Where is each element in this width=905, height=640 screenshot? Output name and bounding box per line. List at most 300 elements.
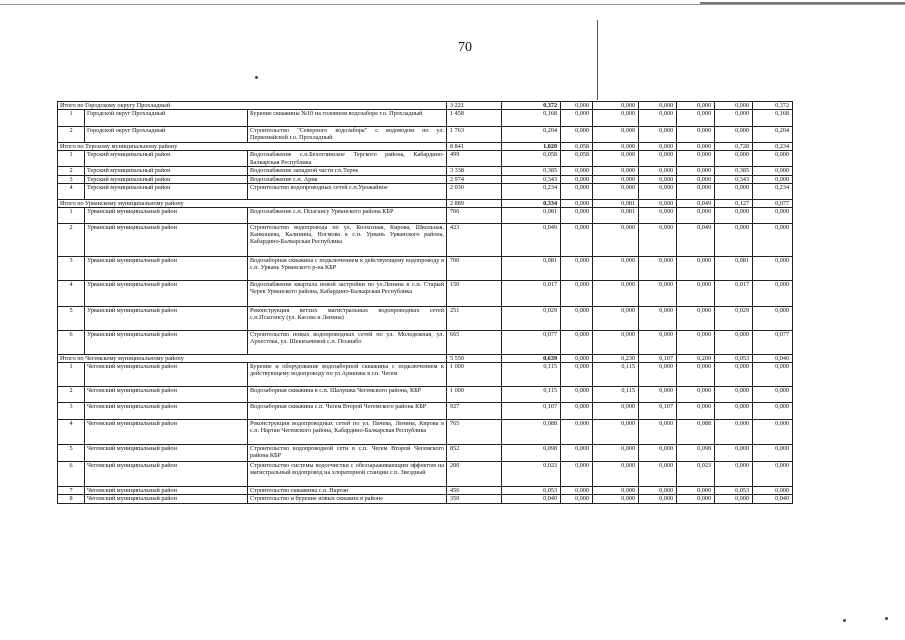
value-cell: 0,000 <box>715 363 753 387</box>
amount-cell: 927 <box>447 403 502 420</box>
total-cell: 0,168 <box>502 110 561 127</box>
description-cell: Водозаборная скважина в с.п. Шалушка Чегемского района, КБР <box>248 387 447 403</box>
row-number: 2 <box>58 127 85 143</box>
value-cell: 0,000 <box>715 331 753 355</box>
table-row <box>58 208 863 224</box>
value-cell: 0,000 <box>639 224 677 257</box>
amount-cell: 1 000 <box>447 387 502 403</box>
spacer-cell <box>793 363 833 387</box>
value-cell: 0,000 <box>677 387 715 403</box>
total-cell: 0,639 <box>502 355 561 363</box>
row-number: 5 <box>58 307 85 331</box>
value-cell: 0,000 <box>593 462 639 487</box>
row-number: 1 <box>58 151 85 167</box>
value-cell: 0,204 <box>753 127 793 143</box>
total-cell: 0,234 <box>502 183 561 199</box>
organization-cell: Терский муниципальный район <box>85 175 248 183</box>
table-row <box>58 495 863 503</box>
value-cell: 0,077 <box>753 199 793 207</box>
spacer-cell <box>793 420 833 445</box>
organization-cell: Урванский муниципальный район <box>85 224 248 257</box>
table-row <box>58 183 863 199</box>
value-cell: 0,385 <box>715 167 753 175</box>
description-cell: Реконструкция водопроводных сетей по ул. Пачева, Ленина, Кирова в с.п. Нартан Чегемского района, Кабардино-Балкарская Республика <box>248 420 447 445</box>
summary-label: Итого по Урванскому муниципальному району <box>58 199 447 207</box>
value-cell: 0,000 <box>561 462 593 487</box>
value-cell: 0,000 <box>639 363 677 387</box>
value-cell: 0,000 <box>561 110 593 127</box>
value-cell: 0,058 <box>561 151 593 167</box>
value-cell: 0,000 <box>715 224 753 257</box>
value-cell: 0,000 <box>753 257 793 281</box>
value-cell: 0,000 <box>593 183 639 199</box>
value-cell: 0,000 <box>593 224 639 257</box>
table-row <box>58 167 863 175</box>
spacer-cell <box>793 167 833 175</box>
total-cell: 0,343 <box>502 175 561 183</box>
value-cell: 0,000 <box>639 307 677 331</box>
amount-cell: 1 763 <box>447 127 502 143</box>
value-cell: 0,000 <box>561 363 593 387</box>
value-cell: 0,000 <box>753 363 793 387</box>
table-summary-row <box>58 199 863 207</box>
description-cell: Строительство системы водоочистки с обеззараживающим эффектом на магистральный водопровод на хлораторной станции с.п. Звездный <box>248 462 447 487</box>
spacer-cell <box>793 224 833 257</box>
table-summary-row <box>58 143 863 151</box>
organization-cell: Терский муниципальный район <box>85 183 248 199</box>
total-cell: 0,115 <box>502 363 561 387</box>
amount-cell: 700 <box>447 257 502 281</box>
value-cell: 0,040 <box>753 495 793 503</box>
value-cell: 0,234 <box>753 183 793 199</box>
value-cell: 0,081 <box>593 208 639 224</box>
value-cell: 0,058 <box>561 143 593 151</box>
value-cell: 0,000 <box>715 462 753 487</box>
value-cell: 0,053 <box>715 355 753 363</box>
organization-cell: Чегемский муниципальный район <box>85 495 248 503</box>
value-cell: 0,000 <box>593 487 639 495</box>
value-cell: 0,000 <box>677 281 715 307</box>
spacer-cell <box>793 387 833 403</box>
value-cell: 0,000 <box>639 445 677 462</box>
row-number: 8 <box>58 495 85 503</box>
value-cell: 0,000 <box>639 487 677 495</box>
value-cell: 0,000 <box>753 445 793 462</box>
value-cell: 0,000 <box>639 331 677 355</box>
spacer-cell <box>793 199 833 207</box>
value-cell: 0,000 <box>677 331 715 355</box>
value-cell: 0,000 <box>593 495 639 503</box>
value-cell: 0,372 <box>753 102 793 110</box>
value-cell: 0,000 <box>639 281 677 307</box>
total-cell: 0,017 <box>502 281 561 307</box>
page-top-border <box>0 4 905 5</box>
value-cell: 0,077 <box>753 331 793 355</box>
row-number: 6 <box>58 331 85 355</box>
description-cell: Бурение и оборудование водозаборной скважины с подключением к действующему водопроводу по ул.Аришева в г.п. Чегем <box>248 363 447 387</box>
spacer-cell <box>793 257 833 281</box>
value-cell: 0,000 <box>639 495 677 503</box>
value-cell: 0,000 <box>753 208 793 224</box>
value-cell: 0,000 <box>715 403 753 420</box>
total-cell: 0,081 <box>502 208 561 224</box>
value-cell: 0,000 <box>561 355 593 363</box>
scan-speck <box>843 619 846 622</box>
value-cell: 0,000 <box>715 127 753 143</box>
budget-table <box>57 101 863 504</box>
amount-cell: 700 <box>447 208 502 224</box>
description-cell: Реконструкция ветхих магистральных водопроводных сетей с.п.Псыгансу (ул. Касова и Ленина) <box>248 307 447 331</box>
value-cell: 0,000 <box>715 387 753 403</box>
row-number: 2 <box>58 224 85 257</box>
value-cell: 0,000 <box>715 102 753 110</box>
organization-cell: Терский муниципальный район <box>85 167 248 175</box>
value-cell: 0,000 <box>677 175 715 183</box>
spacer-cell <box>793 110 833 127</box>
total-cell: 0,115 <box>502 387 561 403</box>
value-cell: 0,000 <box>561 420 593 445</box>
value-cell: 0,000 <box>677 183 715 199</box>
organization-cell: Урванский муниципальный район <box>85 208 248 224</box>
value-cell: 0,000 <box>677 102 715 110</box>
table-row <box>58 281 863 307</box>
value-cell: 0,000 <box>561 183 593 199</box>
amount-cell: 5 550 <box>447 355 502 363</box>
value-cell: 0,000 <box>593 151 639 167</box>
value-cell: 0,000 <box>753 224 793 257</box>
value-cell: 0,049 <box>677 224 715 257</box>
row-number: 3 <box>58 175 85 183</box>
amount-cell: 8 841 <box>447 143 502 151</box>
spacer-cell <box>793 403 833 420</box>
value-cell: 0,000 <box>593 331 639 355</box>
value-cell: 0,053 <box>715 487 753 495</box>
total-cell: 0,334 <box>502 199 561 207</box>
scan-vertical-mark <box>597 20 598 100</box>
value-cell: 0,000 <box>639 387 677 403</box>
description-cell: Строительство скважины с.п. Нартан <box>248 487 447 495</box>
value-cell: 0,234 <box>753 143 793 151</box>
value-cell: 0,000 <box>561 281 593 307</box>
value-cell: 0,000 <box>753 462 793 487</box>
description-cell: Строительство водопровода по ул. Колхозная, Кирова, Школьная, Канкошева, Калинина, Ногмова в с.п. Урвань Урванского района, Кабардино-Балкарская Республика <box>248 224 447 257</box>
amount-cell: 1 458 <box>447 110 502 127</box>
value-cell: 0,127 <box>715 199 753 207</box>
organization-cell: Чегемский муниципальный район <box>85 387 248 403</box>
value-cell: 0,000 <box>639 183 677 199</box>
description-cell: Водозаборная скважина с подключением к действующему водопроводу в с.п. Урвань Урванского р-на КБР <box>248 257 447 281</box>
value-cell: 0,000 <box>593 175 639 183</box>
table-row <box>58 387 863 403</box>
spacer-cell <box>793 183 833 199</box>
total-cell: 0,049 <box>502 224 561 257</box>
amount-cell: 423 <box>447 224 502 257</box>
value-cell: 0,000 <box>561 495 593 503</box>
table-row <box>58 307 863 331</box>
scan-speck <box>255 76 258 79</box>
description-cell: Строительство и бурение новых скважин в районе <box>248 495 447 503</box>
table-summary-row <box>58 355 863 363</box>
value-cell: 0,000 <box>639 167 677 175</box>
spacer-cell <box>793 331 833 355</box>
table-row <box>58 462 863 487</box>
description-cell: Строительство водопроводной сети в с.п. Чегем Второй Чегемского района КБР <box>248 445 447 462</box>
table-row <box>58 224 863 257</box>
value-cell: 0,000 <box>561 387 593 403</box>
value-cell: 0,115 <box>593 363 639 387</box>
description-cell: Водоснабжение с.п.Белоглинское Терского района, Кабардино-Балкарская Республика <box>248 151 447 167</box>
value-cell: 0,343 <box>715 175 753 183</box>
table-summary-row <box>58 102 863 110</box>
value-cell: 0,000 <box>753 487 793 495</box>
value-cell: 0,000 <box>561 224 593 257</box>
value-cell: 0,000 <box>753 387 793 403</box>
amount-cell: 350 <box>447 495 502 503</box>
organization-cell: Урванский муниципальный район <box>85 331 248 355</box>
value-cell: 0,098 <box>677 445 715 462</box>
spacer-cell <box>793 175 833 183</box>
value-cell: 0,000 <box>715 110 753 127</box>
value-cell: 0,000 <box>639 127 677 143</box>
organization-cell: Чегемский муниципальный район <box>85 487 248 495</box>
value-cell: 0,107 <box>639 355 677 363</box>
total-cell: 0,098 <box>502 445 561 462</box>
value-cell: 0,000 <box>677 363 715 387</box>
value-cell: 0,029 <box>715 307 753 331</box>
value-cell: 0,209 <box>677 355 715 363</box>
summary-label: Итого по Чегемскому муниципальному району <box>58 355 447 363</box>
value-cell: 0,000 <box>753 281 793 307</box>
value-cell: 0,000 <box>593 403 639 420</box>
table-row <box>58 420 863 445</box>
total-cell: 0,040 <box>502 495 561 503</box>
description-cell: Водоснабжение с.п. Псыгансу Урванского района КБР <box>248 208 447 224</box>
value-cell: 0,168 <box>753 110 793 127</box>
page-number: 70 <box>458 40 472 55</box>
organization-cell: Чегемский муниципальный район <box>85 462 248 487</box>
value-cell: 0,000 <box>715 420 753 445</box>
row-number: 3 <box>58 403 85 420</box>
value-cell: 0,000 <box>677 167 715 175</box>
organization-cell: Урванский муниципальный район <box>85 307 248 331</box>
amount-cell: 456 <box>447 487 502 495</box>
total-cell: 0,088 <box>502 420 561 445</box>
table-row <box>58 110 863 127</box>
description-cell: Строительство водопроводных сетей с.п.Урожайное <box>248 183 447 199</box>
table-row <box>58 257 863 281</box>
table-row <box>58 487 863 495</box>
value-cell: 0,000 <box>753 403 793 420</box>
value-cell: 0,000 <box>639 175 677 183</box>
total-cell: 0,081 <box>502 257 561 281</box>
amount-cell: 200 <box>447 462 502 487</box>
value-cell: 0,000 <box>639 420 677 445</box>
value-cell: 0,000 <box>561 487 593 495</box>
spacer-cell <box>793 307 833 331</box>
table-row <box>58 331 863 355</box>
value-cell: 0,081 <box>593 199 639 207</box>
value-cell: 0,000 <box>593 143 639 151</box>
summary-label: Итого по Терскому муниципальному району <box>58 143 447 151</box>
value-cell: 0,000 <box>593 167 639 175</box>
value-cell: 0,000 <box>561 331 593 355</box>
value-cell: 0,000 <box>561 445 593 462</box>
description-cell: Бурение скважины №10 на головном водозаборе г.о. Прохладный <box>248 110 447 127</box>
value-cell: 0,000 <box>753 167 793 175</box>
amount-cell: 3 338 <box>447 167 502 175</box>
value-cell: 0,107 <box>639 403 677 420</box>
value-cell: 0,000 <box>753 420 793 445</box>
amount-cell: 665 <box>447 331 502 355</box>
spacer-cell <box>793 151 833 167</box>
amount-cell: 2 030 <box>447 183 502 199</box>
value-cell: 0,000 <box>593 420 639 445</box>
description-cell: Водоснабжение квартала новой застройки по ул.Ленина в с.п. Старый Черек Урванского района, Кабардино-Балкарская Республика <box>248 281 447 307</box>
value-cell: 0,000 <box>677 127 715 143</box>
organization-cell: Чегемский муниципальный район <box>85 445 248 462</box>
total-cell: 0,372 <box>502 102 561 110</box>
value-cell: 0,000 <box>677 495 715 503</box>
value-cell: 0,115 <box>593 387 639 403</box>
value-cell: 0,000 <box>593 257 639 281</box>
value-cell: 0,000 <box>715 445 753 462</box>
table-row <box>58 403 863 420</box>
total-cell: 0,077 <box>502 331 561 355</box>
value-cell: 0,230 <box>593 355 639 363</box>
spacer-cell <box>793 102 833 110</box>
row-number: 4 <box>58 281 85 307</box>
organization-cell: Чегемский муниципальный район <box>85 403 248 420</box>
amount-cell: 852 <box>447 445 502 462</box>
value-cell: 0,728 <box>715 143 753 151</box>
organization-cell: Урванский муниципальный район <box>85 257 248 281</box>
spacer-cell <box>793 495 833 503</box>
value-cell: 0,000 <box>593 110 639 127</box>
value-cell: 0,000 <box>677 151 715 167</box>
value-cell: 0,000 <box>639 208 677 224</box>
amount-cell: 3 221 <box>447 102 502 110</box>
value-cell: 0,000 <box>753 307 793 331</box>
spacer-cell <box>793 445 833 462</box>
total-cell: 0,385 <box>502 167 561 175</box>
spacer-cell <box>793 355 833 363</box>
page-top-border-right <box>700 2 905 4</box>
amount-cell: 251 <box>447 307 502 331</box>
organization-cell: Урванский муниципальный район <box>85 281 248 307</box>
description-cell: Строительство новых водопроводных сетей по ул. Молодежная, ул. Архестова, ул. Шекихачевой с.п. Псынабо <box>248 331 447 355</box>
value-cell: 0,000 <box>677 208 715 224</box>
value-cell: 0,000 <box>753 151 793 167</box>
value-cell: 0,017 <box>715 281 753 307</box>
value-cell: 0,000 <box>561 102 593 110</box>
spacer-cell <box>793 143 833 151</box>
row-number: 2 <box>58 167 85 175</box>
value-cell: 0,000 <box>639 110 677 127</box>
value-cell: 0,000 <box>561 127 593 143</box>
value-cell: 0,000 <box>593 445 639 462</box>
value-cell: 0,000 <box>677 143 715 151</box>
value-cell: 0,000 <box>593 127 639 143</box>
amount-cell: 150 <box>447 281 502 307</box>
description-cell: Водоснабжение с.п. Арик <box>248 175 447 183</box>
value-cell: 0,000 <box>715 183 753 199</box>
spacer-cell <box>793 487 833 495</box>
value-cell: 0,000 <box>639 151 677 167</box>
description-cell: Водоснабжение западной части г.п.Терек <box>248 167 447 175</box>
row-number: 1 <box>58 110 85 127</box>
table-row <box>58 127 863 143</box>
value-cell: 0,000 <box>561 199 593 207</box>
value-cell: 0,000 <box>753 175 793 183</box>
row-number: 1 <box>58 208 85 224</box>
value-cell: 0,000 <box>677 403 715 420</box>
spacer-cell <box>793 462 833 487</box>
description-cell: Строительство "Северного водозабора" с водоводом по ул. Первомайской г.о. Прохладный <box>248 127 447 143</box>
row-number: 2 <box>58 387 85 403</box>
value-cell: 0,023 <box>677 462 715 487</box>
value-cell: 0,088 <box>677 420 715 445</box>
organization-cell: Городской округ Прохладный <box>85 127 248 143</box>
scan-speck <box>885 617 888 620</box>
total-cell: 0,107 <box>502 403 561 420</box>
value-cell: 0,000 <box>639 257 677 281</box>
description-cell: Водозаборная скважина с.п. Чегем Второй Чегемского района КБР <box>248 403 447 420</box>
organization-cell: Чегемский муниципальный район <box>85 420 248 445</box>
value-cell: 0,081 <box>715 257 753 281</box>
row-number: 4 <box>58 183 85 199</box>
amount-cell: 2 889 <box>447 199 502 207</box>
value-cell: 0,049 <box>677 199 715 207</box>
value-cell: 0,000 <box>677 257 715 281</box>
spacer-cell <box>793 127 833 143</box>
value-cell: 0,000 <box>715 151 753 167</box>
total-cell: 0,053 <box>502 487 561 495</box>
amount-cell: 1 000 <box>447 363 502 387</box>
total-cell: 1,020 <box>502 143 561 151</box>
value-cell: 0,000 <box>593 281 639 307</box>
row-number: 7 <box>58 487 85 495</box>
spacer-cell <box>793 208 833 224</box>
value-cell: 0,000 <box>561 257 593 281</box>
row-number: 4 <box>58 420 85 445</box>
value-cell: 0,000 <box>561 307 593 331</box>
value-cell: 0,000 <box>715 208 753 224</box>
table-row <box>58 151 863 167</box>
value-cell: 0,000 <box>677 487 715 495</box>
total-cell: 0,058 <box>502 151 561 167</box>
value-cell: 0,000 <box>639 143 677 151</box>
value-cell: 0,000 <box>561 403 593 420</box>
value-cell: 0,000 <box>677 110 715 127</box>
table-row <box>58 363 863 387</box>
total-cell: 0,204 <box>502 127 561 143</box>
organization-cell: Чегемский муниципальный район <box>85 363 248 387</box>
value-cell: 0,000 <box>639 102 677 110</box>
row-number: 5 <box>58 445 85 462</box>
value-cell: 0,000 <box>639 199 677 207</box>
summary-label: Итого по Городскому округу Прохладный <box>58 102 447 110</box>
row-number: 3 <box>58 257 85 281</box>
total-cell: 0,029 <box>502 307 561 331</box>
table-row <box>58 175 863 183</box>
amount-cell: 499 <box>447 151 502 167</box>
value-cell: 0,000 <box>593 307 639 331</box>
spacer-cell <box>793 281 833 307</box>
amount-cell: 765 <box>447 420 502 445</box>
value-cell: 0,000 <box>561 167 593 175</box>
value-cell: 0,000 <box>677 307 715 331</box>
value-cell: 0,000 <box>715 495 753 503</box>
